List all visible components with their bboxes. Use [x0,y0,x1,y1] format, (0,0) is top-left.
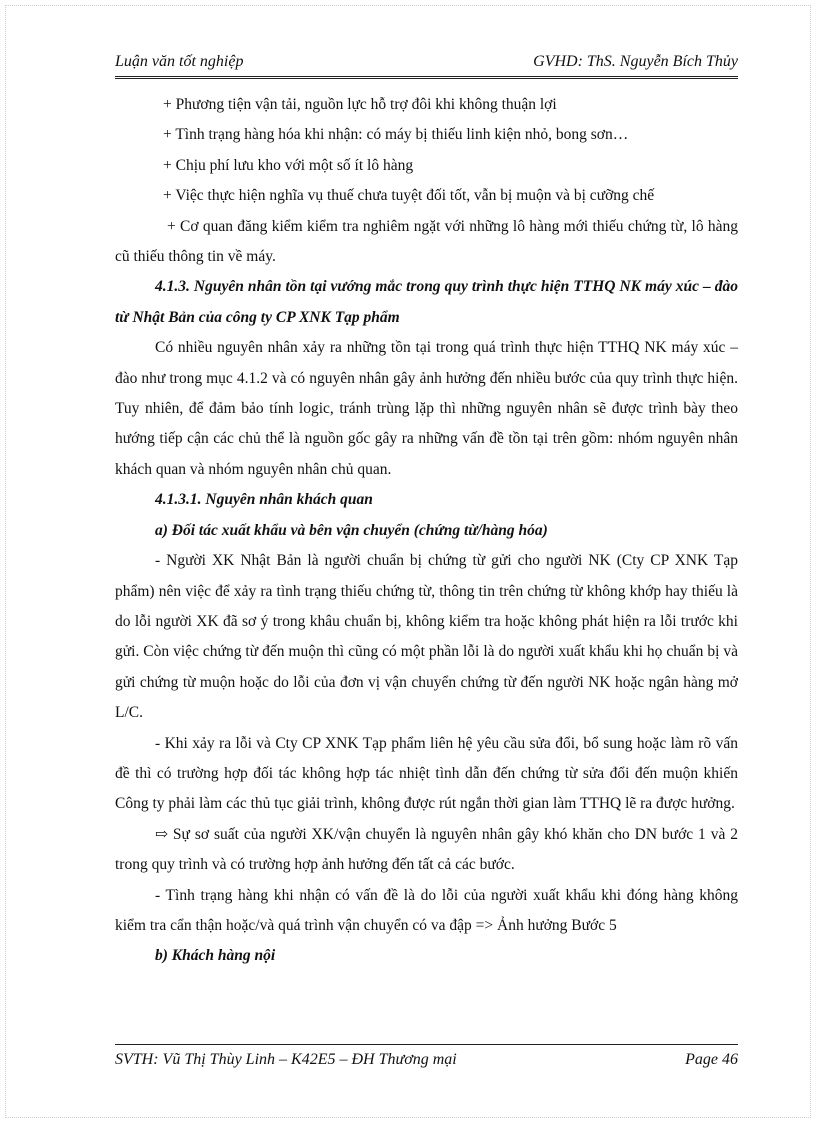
section-heading-4-1-3: 4.1.3. Nguyên nhân tồn tại vướng mắc trong quy trình thực hiện TTHQ NK máy xúc – đào từ Nhật Bản của công ty CP XNK Tạp phẩm [115,278,738,326]
bullet-transport: + Phương tiện vận tải, nguồn lực hỗ trợ đôi khi không thuận lợi [163,96,557,113]
bullet-storage-fee: + Chịu phí lưu kho với một số ít lô hàng [163,156,414,174]
bullet-goods-condition: + Tình trạng hàng hóa khi nhận: có máy bị thiếu linh kiện nhỏ, bong sơn… [163,126,629,144]
heading-a-partners: a) Đối tác xuất khẩu và bên vận chuyển (chứng từ/hàng hóa) [155,521,548,539]
footer-student: SVTH: Vũ Thị Thùy Linh – K42E5 – ĐH Thương mại [115,1051,457,1068]
page-header [115,50,738,79]
paragraph-exporter: - Người XK Nhật Bản là người chuẩn bị chứng từ gửi cho người NK (Cty CP XNK Tạp phẩm) nên việc để xảy ra tình trạng thiếu chứng từ, thông tin trên chứng từ không khớp hay thiếu là do lỗi người XK đã sơ ý trong khâu chuẩn bị, không kiểm tra hoặc không phát hiện ra lỗi trước khi gửi. Còn việc chứng từ đến muộn thì cũng có một phần lỗi là do người xuất khẩu khi họ chuẩn bị và gửi chứng từ muộn hoặc do lỗi của đơn vị vận chuyển chứng từ đến người NK hoặc ngân hàng mở L/C. [115,552,738,722]
paragraph-intro: Có nhiều nguyên nhân xảy ra những tồn tại trong quá trình thực hiện TTHQ NK máy xúc – đào như trong mục 4.1.2 và có nguyên nhân gây ảnh hưởng đến nhiều bước của quy trình thực hiện. Tuy nhiên, để đảm bảo tính logic, tránh trùng lặp thì những nguyên nhân sẽ được trình bày theo hướng tiếp cận các chủ thể là nguồn gốc gây ra những vấn đề tồn tại trên gồm: nhóm nguyên nhân khách quan và nhóm nguyên nhân chủ quan. [115,339,738,478]
page-footer [115,1044,738,1068]
paragraph-goods-status: - Tình trạng hàng khi nhận có vấn đề là do lỗi của người xuất khẩu khi đóng hàng không kiểm tra cẩn thận hoặc/và quá trình vận chuyển có va đập => Ảnh hưởng Bước 5 [115,886,738,934]
paragraph-conclusion: ⇨ Sự sơ suất của người XK/vận chuyển là nguyên nhân gây khó khăn cho DN bước 1 và 2 trong quy trình và có trường hợp ảnh hưởng đến tất cả các bước. [115,825,738,874]
header-thesis-label: Luận văn tốt nghiệp [115,53,244,70]
bullet-tax: + Việc thực hiện nghĩa vụ thuế chưa tuyệt đối tốt, vẫn bị muộn và bị cưỡng chế [163,187,655,205]
heading-b-domestic-customers: b) Khách hàng nội [155,947,276,965]
subsection-heading-4-1-3-1: 4.1.3.1. Nguyên nhân khách quan [155,491,373,509]
page-content [115,90,738,972]
paragraph-amendment: - Khi xảy ra lỗi và Cty CP XNK Tạp phẩm liên hệ yêu cầu sửa đổi, bổ sung hoặc làm rõ vấn đề thì có trường hợp đối tác không hợp tác nhiệt tình dẫn đến chứng từ sửa đổi đến muộn khiến Công ty phải làm các thủ tục giải trình, không được rút ngắn thời gian làm TTHQ lẽ ra được hưởng. [115,734,738,813]
bullet-inspection: + Cơ quan đăng kiểm kiểm tra nghiêm ngặt với những lô hàng mới thiếu chứng từ, lô hàng cũ thiếu thông tin về máy. [115,217,738,266]
header-advisor: GVHD: ThS. Nguyễn Bích Thủy [533,53,738,70]
page-number: Page 46 [685,1051,738,1068]
